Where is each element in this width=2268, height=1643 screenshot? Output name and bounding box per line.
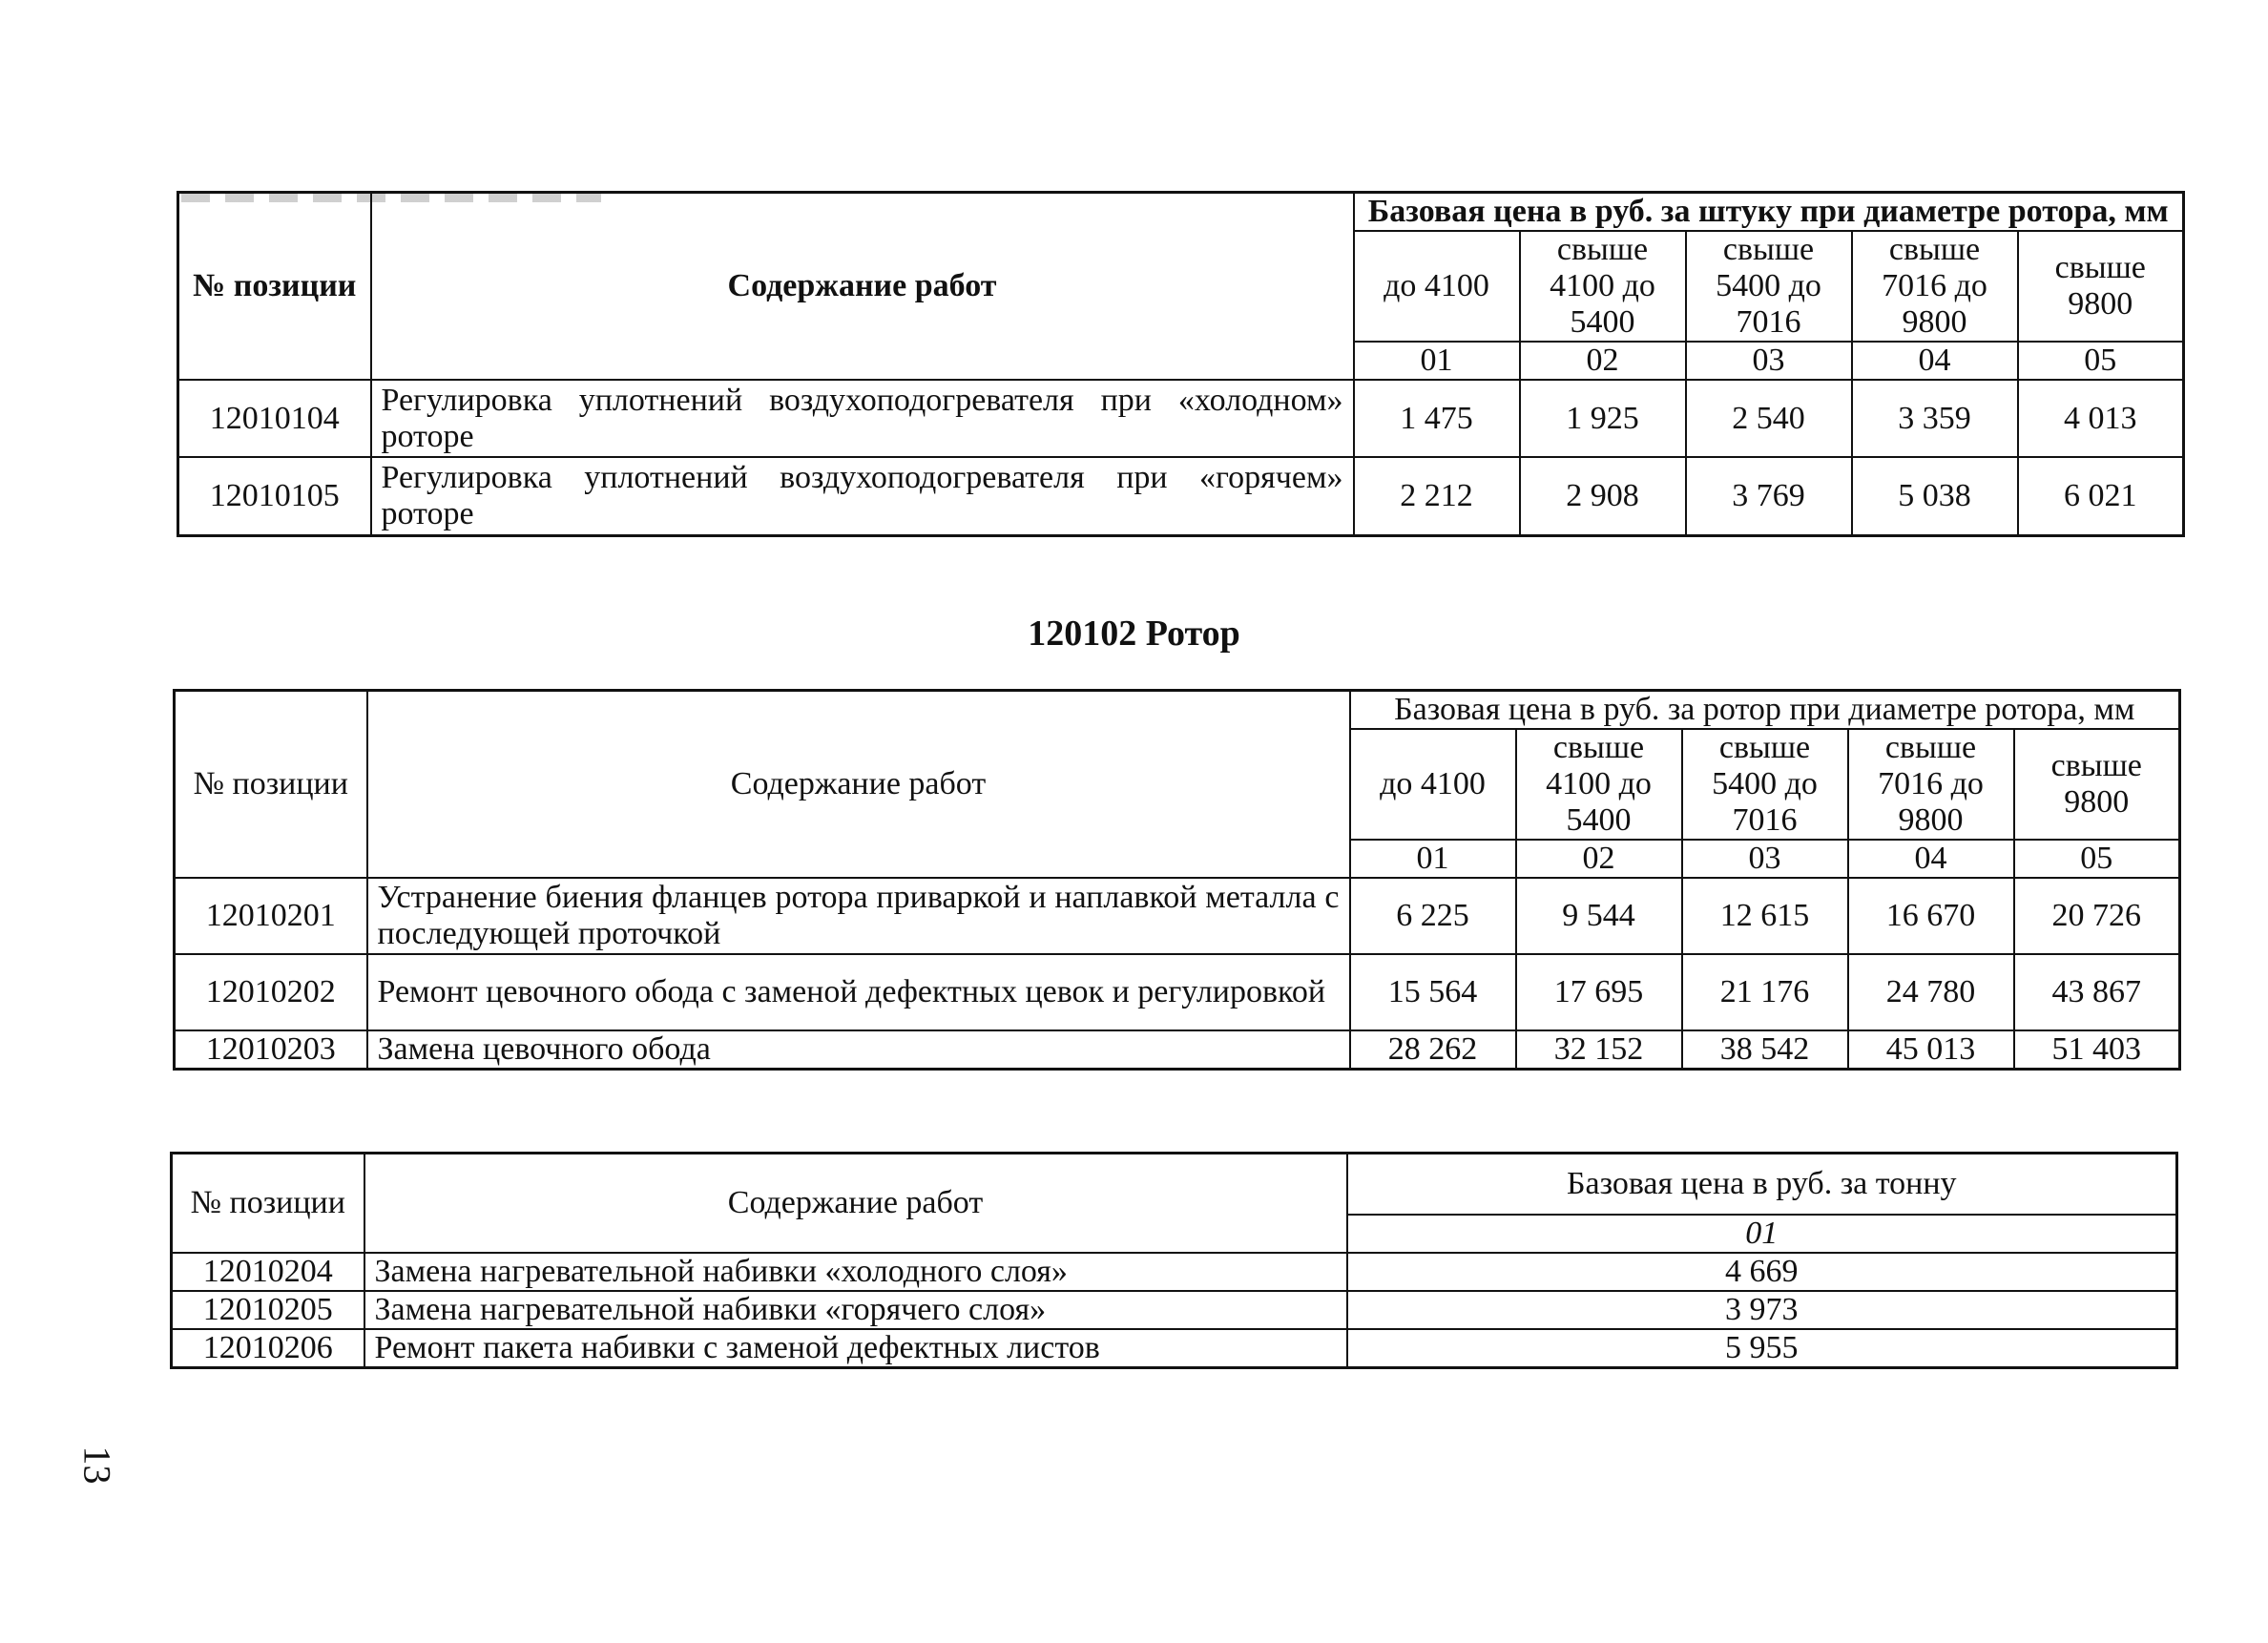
row-price-5: 43 867	[2014, 954, 2180, 1030]
header-code-1: 01	[1354, 342, 1520, 380]
header-code-2: 02	[1516, 840, 1682, 878]
row-price-3: 38 542	[1682, 1030, 1848, 1070]
header-price-group: Базовая цена в руб. за тонну	[1347, 1154, 2177, 1215]
section-title: 120102 Ротор	[1028, 614, 1240, 654]
row-position: 12010206	[172, 1329, 364, 1368]
header-code-3: 03	[1686, 342, 1852, 380]
row-price-1: 15 564	[1350, 954, 1516, 1030]
header-col-3: свыше 5400 до 7016	[1682, 729, 1848, 840]
header-col-1: до 4100	[1350, 729, 1516, 840]
row-price-4: 24 780	[1848, 954, 2014, 1030]
header-content: Содержание работ	[367, 691, 1350, 879]
table-row	[172, 1291, 2177, 1329]
row-position: 12010202	[175, 954, 367, 1030]
row-position: 12010205	[172, 1291, 364, 1329]
row-price-2: 1 925	[1520, 380, 1686, 457]
row-price-3: 3 769	[1686, 457, 1852, 535]
row-price-5: 4 013	[2018, 380, 2184, 457]
row-price-2: 32 152	[1516, 1030, 1682, 1070]
row-description: Замена цевочного обода	[367, 1030, 1350, 1070]
header-price-group: Базовая цена в руб. за ротор при диаметре ротора, мм	[1350, 691, 2180, 730]
row-description: Замена нагревательной набивки «горячего слоя»	[364, 1291, 1347, 1329]
row-description: Ремонт цевочного обода с заменой дефектных цевок и регулировкой	[367, 954, 1350, 1030]
header-col-5: свыше 9800	[2014, 729, 2180, 840]
header-col-3: свыше 5400 до 7016	[1686, 231, 1852, 342]
row-description: Регулировка уплотнений воздухоподогревателя при «холодном» роторе	[371, 380, 1354, 457]
header-code-1: 01	[1350, 840, 1516, 878]
header-col-2: свыше 4100 до 5400	[1516, 729, 1682, 840]
header-col-4: свыше 7016 до 9800	[1848, 729, 2014, 840]
row-price-3: 2 540	[1686, 380, 1852, 457]
table-row	[175, 954, 2180, 1030]
row-price: 4 669	[1347, 1253, 2177, 1291]
row-description: Регулировка уплотнений воздухоподогревателя при «горячем» роторе	[371, 457, 1354, 535]
table-row	[178, 457, 2184, 535]
row-price-4: 3 359	[1852, 380, 2018, 457]
row-position: 12010204	[172, 1253, 364, 1291]
header-code-1: 01	[1347, 1215, 2177, 1253]
row-description: Устранение биения фланцев ротора приваркой и наплавкой металла с последующей проточкой	[367, 878, 1350, 954]
row-price-2: 2 908	[1520, 457, 1686, 535]
header-code-3: 03	[1682, 840, 1848, 878]
price-table-air-heater-seals	[177, 191, 2185, 537]
row-position: 12010201	[175, 878, 367, 954]
row-price-4: 16 670	[1848, 878, 2014, 954]
header-col-2: свыше 4100 до 5400	[1520, 231, 1686, 342]
header-position: № позиции	[172, 1154, 364, 1253]
table-row	[175, 1030, 2180, 1070]
row-position: 12010104	[178, 380, 371, 457]
row-price-3: 21 176	[1682, 954, 1848, 1030]
page-number: 13	[75, 1445, 119, 1485]
header-content: Содержание работ	[364, 1154, 1347, 1253]
header-code-2: 02	[1520, 342, 1686, 380]
row-price: 5 955	[1347, 1329, 2177, 1368]
price-table-heating-packing	[170, 1152, 2178, 1369]
row-position: 12010105	[178, 457, 371, 535]
table-row	[178, 380, 2184, 457]
row-price-1: 2 212	[1354, 457, 1520, 535]
row-description: Ремонт пакета набивки с заменой дефектных листов	[364, 1329, 1347, 1368]
row-position: 12010203	[175, 1030, 367, 1070]
header-position: № позиции	[178, 193, 371, 381]
row-price-1: 6 225	[1350, 878, 1516, 954]
header-col-5: свыше 9800	[2018, 231, 2184, 342]
price-table-rotor	[173, 689, 2181, 1071]
table-row	[172, 1253, 2177, 1291]
row-price-1: 1 475	[1354, 380, 1520, 457]
row-price-5: 6 021	[2018, 457, 2184, 535]
row-price-5: 20 726	[2014, 878, 2180, 954]
header-col-4: свыше 7016 до 9800	[1852, 231, 2018, 342]
header-content: Содержание работ	[371, 193, 1354, 381]
header-code-4: 04	[1852, 342, 2018, 380]
header-position: № позиции	[175, 691, 367, 879]
table-row	[172, 1329, 2177, 1368]
row-price-2: 17 695	[1516, 954, 1682, 1030]
table-row	[175, 878, 2180, 954]
header-code-4: 04	[1848, 840, 2014, 878]
row-price-4: 45 013	[1848, 1030, 2014, 1070]
row-price-2: 9 544	[1516, 878, 1682, 954]
row-description: Замена нагревательной набивки «холодного слоя»	[364, 1253, 1347, 1291]
row-price-4: 5 038	[1852, 457, 2018, 535]
row-price-5: 51 403	[2014, 1030, 2180, 1070]
row-price-1: 28 262	[1350, 1030, 1516, 1070]
header-code-5: 05	[2018, 342, 2184, 380]
header-col-1: до 4100	[1354, 231, 1520, 342]
row-price-3: 12 615	[1682, 878, 1848, 954]
header-code-5: 05	[2014, 840, 2180, 878]
header-price-group: Базовая цена в руб. за штуку при диаметре ротора, мм	[1354, 193, 2184, 232]
row-price: 3 973	[1347, 1291, 2177, 1329]
